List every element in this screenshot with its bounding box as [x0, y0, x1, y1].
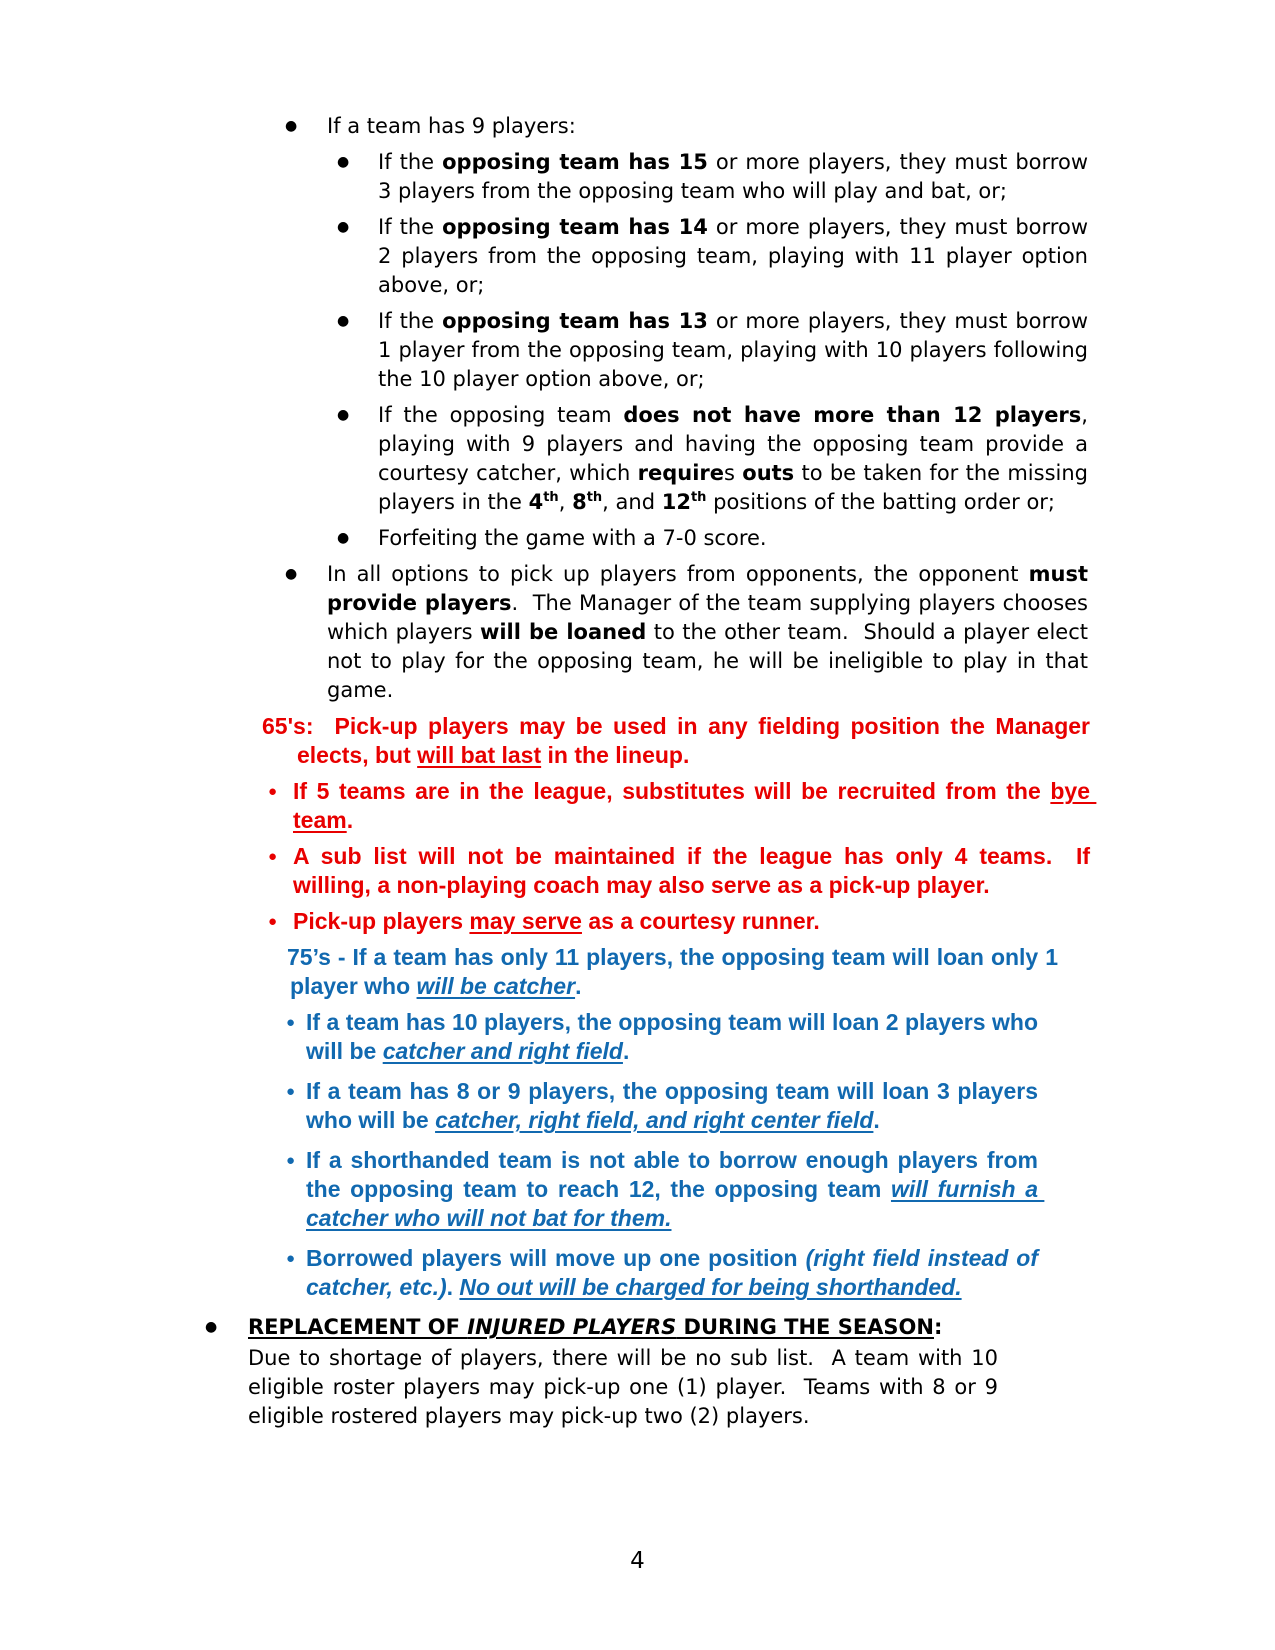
text-segment: bye team [293, 778, 1097, 833]
text-segment: If a team has 9 players: [327, 114, 576, 138]
page-number: 4 [630, 1548, 645, 1574]
text-segment: . [873, 1107, 880, 1133]
text-segment: If the [378, 309, 443, 333]
bullet-opposing-team-12 [0, 401, 1275, 517]
heading-65s [0, 712, 1275, 770]
text-segment: outs [742, 461, 795, 485]
bullet-pickup-options [0, 560, 1275, 705]
text-segment: (right field instead of catcher, etc.) [306, 1245, 1045, 1300]
text-segment: . [622, 1038, 630, 1064]
text-segment: 65's: Pick-up players may be used in any fielding position the Manager elects, but [262, 713, 1097, 768]
bullet-65s-sub-list [0, 842, 1275, 900]
bullet-icon: ● [337, 219, 350, 235]
bullet-icon: ● [337, 530, 350, 546]
text-segment: does not have more than 12 players [623, 403, 1082, 427]
text-segment: INJURED PLAYERS [467, 1315, 677, 1339]
text-segment: will bat last [417, 742, 542, 768]
text-segment: catcher, right field, and right center field [435, 1107, 874, 1133]
text-segment: may serve [469, 908, 582, 934]
text-segment: as a courtesy runner. [581, 908, 820, 934]
text-segment: 8 [572, 490, 587, 514]
text-segment: , and [602, 490, 662, 514]
text-segment: Due to shortage of players, there will be no sub list. A team with 10 eligible roster players may pick-up one (1) player. Teams with 8 or 9 eligible rostered players may pick-up two (2) players. [248, 1346, 1005, 1428]
text-segment: opposing team has 13 [442, 309, 708, 333]
text-segment: . [575, 973, 582, 999]
text-segment: If the [378, 215, 443, 239]
text-segment: will be catcher [416, 973, 576, 999]
bullet-75s-borrowed-players [0, 1244, 1275, 1302]
text-segment: or more players, they must borrow 3 players from the opposing team who will play and bat, or; [378, 150, 1095, 203]
bullet-icon: ● [337, 407, 350, 423]
text-segment: If the opposing team [378, 403, 624, 427]
bullet-icon: ● [286, 1014, 296, 1031]
bullet-icon: ● [337, 154, 350, 170]
heading-replacement-injured-players [0, 1313, 1275, 1342]
text-segment: . The Manager of the team supplying players chooses which players [327, 591, 1095, 644]
text-segment: REPLACEMENT OF [248, 1315, 468, 1339]
text-segment: 12 [661, 490, 691, 514]
bullet-icon: ● [337, 313, 350, 329]
bullet-icon: ● [286, 1152, 296, 1169]
text-segment: 4 [528, 490, 544, 514]
bullet-75s-shorthanded [0, 1146, 1275, 1233]
bullet-75s-8-or-9-players [0, 1077, 1275, 1135]
text-segment: to the other team. Should a player elect not to play for the opposing team, he will be ineligible to play in that game. [327, 620, 1095, 702]
text-segment: s [724, 461, 743, 485]
text-segment: In all options to pick up players from opponents, the opponent [327, 562, 1029, 586]
heading-75s [0, 943, 1275, 1001]
bullet-icon: ● [268, 783, 278, 800]
document-body [0, 112, 1275, 1438]
text-segment: Forfeiting the game with a 7-0 score. [378, 526, 767, 550]
text-segment: If a team has 10 players, the opposing team will loan 2 players who will be [306, 1009, 1045, 1064]
text-segment: Pick-up players [293, 908, 470, 934]
bullet-65s-courtesy-runner [0, 907, 1275, 936]
text-segment: positions of the batting order or; [706, 490, 1056, 514]
text-segment: require [637, 461, 725, 485]
text-segment: . [346, 807, 354, 833]
text-segment: will be loaned [479, 620, 647, 644]
text-segment: If a shorthanded team is not able to borrow enough players from the opposing team to reach 12, the opposing team [306, 1147, 1045, 1202]
bullet-icon: ● [268, 913, 278, 930]
bullet-icon: ● [286, 1083, 296, 1100]
text-segment: 75’s - If a team has only 11 players, the opposing team will loan only 1 player who [287, 944, 1065, 999]
bullet-65s-five-teams [0, 777, 1275, 835]
text-segment: will furnish a catcher who will not bat for them. [306, 1176, 1045, 1231]
text-segment: opposing team has 15 [442, 150, 708, 174]
text-segment: must provide players [327, 562, 1096, 615]
text-segment: . [446, 1274, 460, 1300]
bullet-icon: ● [285, 118, 298, 134]
bullet-icon: ● [268, 848, 278, 865]
text-segment: opposing team has 14 [442, 215, 708, 239]
bullet-icon: ● [285, 566, 298, 582]
bullet-icon: ● [286, 1250, 296, 1267]
bullet-opposing-team-14 [0, 213, 1275, 300]
text-segment: : [933, 1315, 943, 1339]
bullet-opposing-team-15 [0, 148, 1275, 206]
text-segment: in the lineup. [541, 742, 690, 768]
text-segment: , playing with 9 players and having the opposing team provide a courtesy catcher, which [378, 403, 1095, 485]
text-segment: No out will be charged for being shorthanded. [459, 1274, 962, 1300]
bullet-75s-10-players [0, 1008, 1275, 1066]
bullet-opposing-team-13 [0, 307, 1275, 394]
text-segment: A sub list will not be maintained if the league has only 4 teams. If willing, a non-playing coach may also serve as a pick-up player. [293, 843, 1097, 898]
text-segment: , [558, 490, 573, 514]
text-segment: th [543, 490, 559, 505]
text-segment: If 5 teams are in the league, substitutes will be recruited from the [293, 778, 1051, 804]
text-segment: th [586, 490, 603, 505]
text-segment: to be taken for the missing players in the [378, 461, 1095, 514]
text-segment: or more players, they must borrow 1 player from the opposing team, playing with 10 players following the 10 player option above, or; [378, 309, 1095, 391]
text-segment: or more players, they must borrow 2 players from the opposing team, playing with 11 player option above, or; [378, 215, 1095, 297]
bullet-forfeit [0, 524, 1275, 553]
text-segment: DURING THE SEASON [676, 1315, 934, 1339]
text-segment: Borrowed players will move up one position [306, 1245, 806, 1271]
para-replacement-body [0, 1344, 1275, 1431]
text-segment: catcher and right field [382, 1038, 623, 1064]
text-segment: If the [378, 150, 443, 174]
text-segment: th [690, 490, 707, 505]
text-segment: If a team has 8 or 9 players, the opposing team will loan 3 players who will be [306, 1078, 1045, 1133]
bullet-team-9-players [0, 112, 1275, 141]
bullet-icon: ● [205, 1319, 218, 1335]
